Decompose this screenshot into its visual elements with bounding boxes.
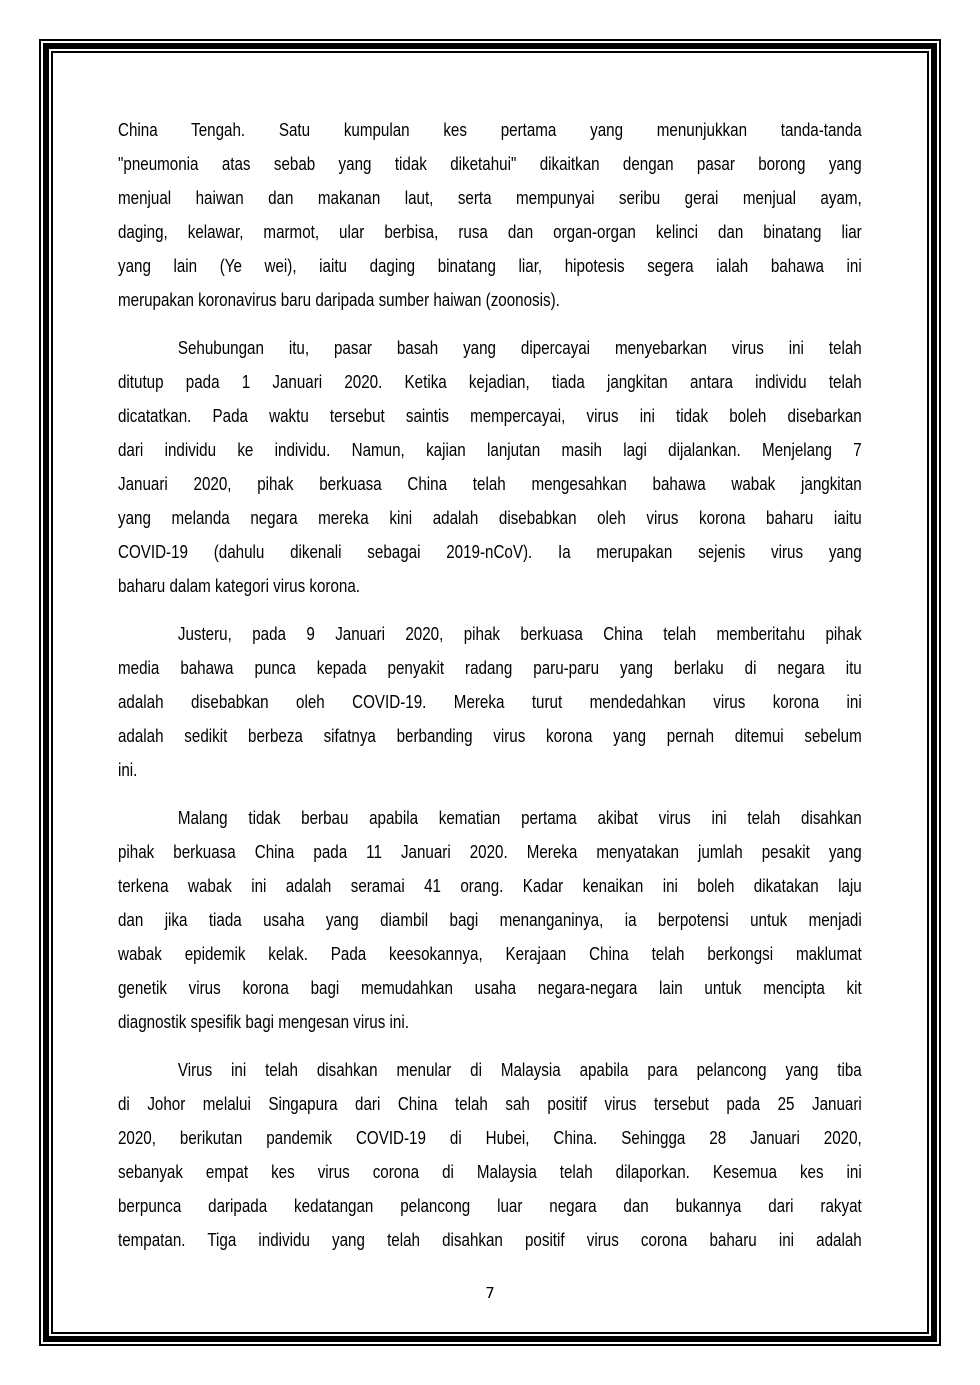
text-line: daging, kelawar, marmot, ular berbisa, rusa dan organ-organ kelinci dan binatang liar <box>118 221 862 242</box>
text-line: adalah sedikit berbeza sifatnya berbanding virus korona yang pernah ditemui sebelum <box>118 725 862 746</box>
text-line: ini. <box>118 759 138 780</box>
text-line: berpunca daripada kedatangan pelancong luar negara dan bukannya dari rakyat <box>118 1195 862 1216</box>
document-body <box>118 113 862 1271</box>
paragraph <box>118 331 862 603</box>
text-line: Malang tidak berbau apabila kematian pertama akibat virus ini telah disahkan <box>177 807 862 828</box>
paragraph <box>118 801 862 1039</box>
text-line: dan jika tiada usaha yang diambil bagi menanganinya, ia berpotensi untuk menjadi <box>118 909 862 930</box>
text-line: terkena wabak ini adalah seramai 41 orang. Kadar kenaikan ini boleh dikatakan laju <box>118 875 862 896</box>
text-line: China Tengah. Satu kumpulan kes pertama yang menunjukkan tanda-tanda <box>118 119 862 140</box>
text-line: dari individu ke individu. Namun, kajian lanjutan masih lagi dijalankan. Menjelang 7 <box>118 439 862 460</box>
text-line: Sehubungan itu, pasar basah yang dipercayai menyebarkan virus ini telah <box>177 337 862 358</box>
text-line: menjual haiwan dan makanan laut, serta mempunyai seribu gerai menjual ayam, <box>118 187 862 208</box>
text-line: Virus ini telah disahkan menular di Malaysia apabila para pelancong yang tiba <box>177 1059 862 1080</box>
text-line: ditutup pada 1 Januari 2020. Ketika kejadian, tiada jangkitan antara individu telah <box>118 371 862 392</box>
text-line: yang lain (Ye wei), iaitu daging binatang liar, hipotesis segera ialah bahawa ini <box>118 255 862 276</box>
text-line: pihak berkuasa China pada 11 Januari 2020. Mereka menyatakan jumlah pesakit yang <box>118 841 862 862</box>
text-line: Justeru, pada 9 Januari 2020, pihak berkuasa China telah memberitahu pihak <box>177 623 862 644</box>
text-line: yang melanda negara mereka kini adalah disebabkan oleh virus korona baharu iaitu <box>118 507 862 528</box>
text-line: baharu dalam kategori virus korona. <box>118 575 361 596</box>
text-line: 2020, berikutan pandemik COVID-19 di Hubei, China. Sehingga 28 Januari 2020, <box>118 1127 862 1148</box>
paragraph <box>118 1053 862 1257</box>
text-line: sebanyak empat kes virus corona di Malaysia telah dilaporkan. Kesemua kes ini <box>118 1161 862 1182</box>
text-line: media bahawa punca kepada penyakit radang paru-paru yang berlaku di negara itu <box>118 657 862 678</box>
text-line: wabak epidemik kelak. Pada keesokannya, Kerajaan China telah berkongsi maklumat <box>118 943 862 964</box>
text-line: tempatan. Tiga individu yang telah disahkan positif virus corona baharu ini adalah <box>118 1229 862 1250</box>
text-line: "pneumonia atas sebab yang tidak diketahui" dikaitkan dengan pasar borong yang <box>118 153 862 174</box>
text-line: COVID-19 (dahulu dikenali sebagai 2019-nCoV). Ia merupakan sejenis virus yang <box>118 541 862 562</box>
text-line: genetik virus korona bagi memudahkan usaha negara-negara lain untuk mencipta kit <box>118 977 862 998</box>
text-line: Januari 2020, pihak berkuasa China telah mengesahkan bahawa wabak jangkitan <box>118 473 862 494</box>
text-line: diagnostik spesifik bagi mengesan virus ini. <box>118 1011 409 1032</box>
paragraph <box>118 617 862 787</box>
text-line: adalah disebabkan oleh COVID-19. Mereka turut mendedahkan virus korona ini <box>118 691 862 712</box>
paragraph <box>118 113 862 317</box>
text-line: dicatatkan. Pada waktu tersebut saintis mempercayai, virus ini tidak boleh disebarkan <box>118 405 862 426</box>
text-line: di Johor melalui Singapura dari China telah sah positif virus tersebut pada 25 Januari <box>118 1093 862 1114</box>
page-number: 7 <box>485 1284 495 1302</box>
text-line: merupakan koronavirus baru daripada sumber haiwan (zoonosis). <box>118 289 560 310</box>
